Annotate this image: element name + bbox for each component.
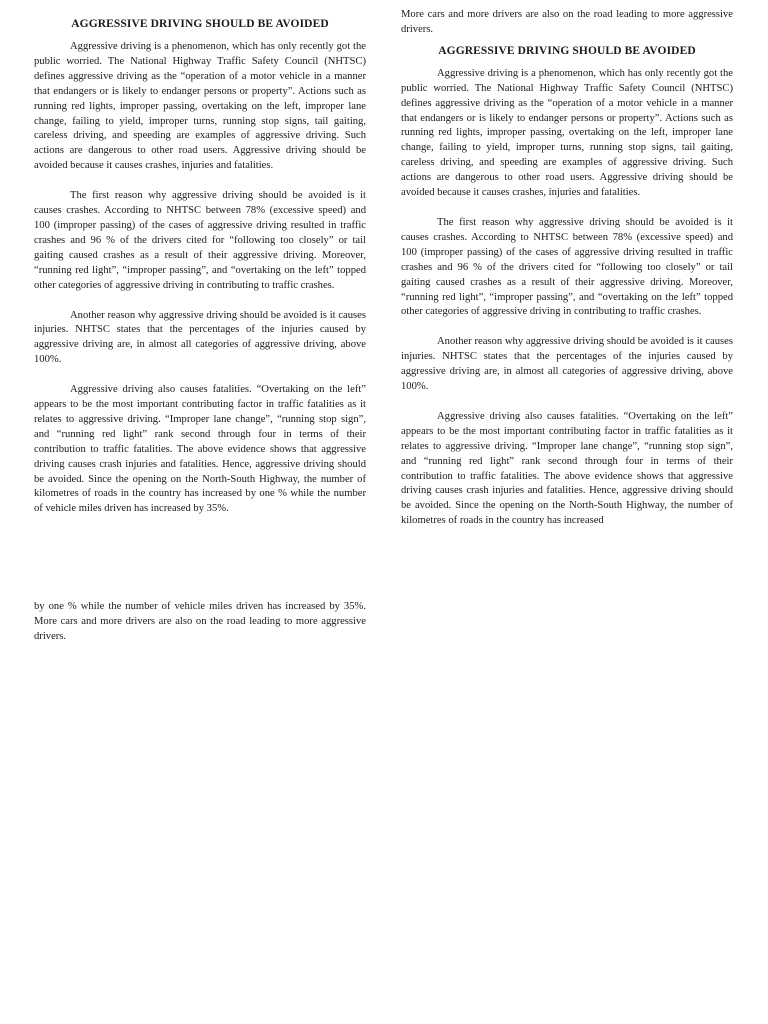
conclusion-paragraph: by one % while the number of vehicle miles driven has increased by 35%. More cars and more drivers are also on the road leading to more aggressive drivers. <box>34 601 366 642</box>
essay-title: AGGRESSIVE DRIVING SHOULD BE AVOIDED <box>71 18 329 30</box>
continuation-paragraph: More cars and more drivers are also on the road leading to more aggressive drivers. <box>401 9 733 35</box>
essay-title: AGGRESSIVE DRIVING SHOULD BE AVOIDED <box>438 44 696 57</box>
intro-paragraph: Aggressive driving is a phenomenon, which has only recently got the public worried. The National Highway Traffic Safety Council (NHTSC) defines aggressive driving as the “operation of a motor vehicle in a manner that endangers or is likely to endanger persons or property”. Actions such as running red lights, improper passing, overtaking on the left, improper lane change, failing to yield, improper turns, running stop signs, tail gaiting, careless driving, and speeding are examples of aggressive driving. Such actions are dangerous to other road users. Aggressive driving should be avoided because it causes crashes, injuries and fatalities. <box>34 41 366 172</box>
fatalities-paragraph: Aggressive driving also causes fatalities. “Overtaking on the left” appears to be the most important contributing factor in traffic fatalities as it relates to aggressive driving. “Improper lane change”, “running stop sign”, and “running red light” rank second through four in terms of their contribution to traffic fatalities. The above evidence shows that aggressive driving causes crash injuries and fatalities. Hence, aggressive driving should be avoided. Since the opening on the North-South Highway, the number of kilometres of roads in the country has increased by one % while the number of vehicle miles driven has increased by 35%. <box>34 384 366 515</box>
injuries-paragraph: Another reason why aggressive driving should be avoided is it causes injuries. NHTSC states that the percentages of the injuries caused by aggressive driving are, in almost all categories of aggressive driving, above 100%. <box>401 336 733 393</box>
injuries-paragraph: Another reason why aggressive driving should be avoided is it causes injuries. NHTSC states that the percentages of the injuries caused by aggressive driving are, in almost all categories of aggressive driving, above 100%. <box>34 309 366 366</box>
crashes-paragraph: The first reason why aggressive driving should be avoided is it causes crashes. According to NHTSC between 78% (excessive speed) and 100 (improper passing) of the cases of aggressive driving resulted in traffic crashes and 96 % of the drivers cited for “following too closely” or tail gaiting caused crashes as a result of their aggressive driving. Moreover, “running red light”, “improper passing”, and “overtaking on the left” topped other categories of aggressive driving in contributing to traffic crashes. <box>34 190 366 291</box>
left-column <box>34 8 366 517</box>
intro-paragraph: Aggressive driving is a phenomenon, which has only recently got the public worried. The National Highway Traffic Safety Council (NHTSC) defines aggressive driving as the “operation of a motor vehicle in a manner that endangers or is likely to endanger persons or property”. Actions such as running red lights, improper passing, overtaking on the left, improper lane change, failing to yield, improper turns, running stop signs, tail gaiting, careless driving, and speeding are examples of aggressive driving. Such actions are dangerous to other road users. Aggressive driving should be avoided because it causes crashes, injuries and fatalities. <box>401 67 733 199</box>
left-title-wrap <box>34 17 366 31</box>
crashes-paragraph: The first reason why aggressive driving should be avoided is it causes crashes. According to NHTSC between 78% (excessive speed) and 100 (improper passing) of the cases of aggressive driving resulted in traffic crashes and 96 % of the drivers cited for “following too closely” or tail gaiting caused crashes as a result of their aggressive driving. Moreover, “running red light”, “improper passing”, and “overtaking on the left” topped other categories of aggressive driving in contributing to traffic crashes. <box>401 216 733 318</box>
left-bottom-block <box>34 600 366 645</box>
right-column <box>401 8 733 529</box>
fatalities-paragraph: Aggressive driving also causes fatalities. “Overtaking on the left” appears to be the most important contributing factor in traffic fatalities as it relates to aggressive driving. “Improper lane change”, “running stop sign”, and “running red light” rank second through four in terms of their contribution to traffic fatalities. The above evidence shows that aggressive driving causes crash injuries and fatalities. Hence, aggressive driving should be avoided. Since the opening on the North-South Highway, the number of kilometres of roads in the country has increased <box>401 410 733 527</box>
